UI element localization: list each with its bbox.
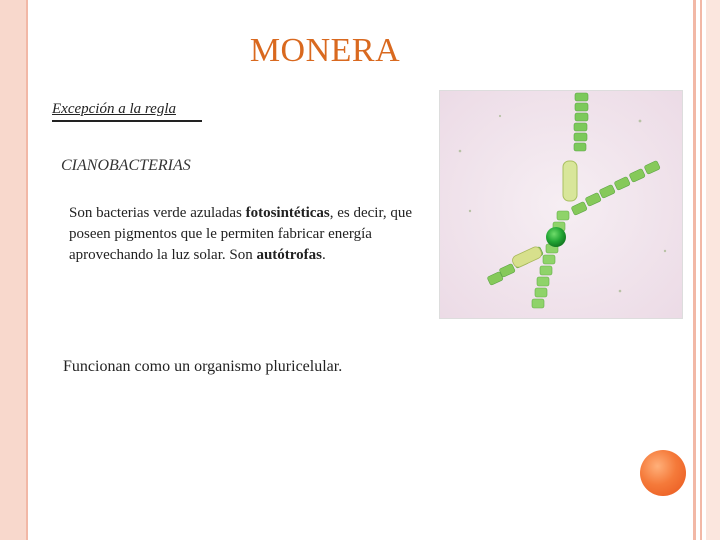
cyanobacteria-illustration [440, 91, 682, 318]
section-heading: CIANOBACTERIAS [61, 157, 191, 174]
note-text: Funcionan como un organismo pluricelular. [63, 358, 343, 375]
paragraph-text-3: . [322, 247, 326, 263]
paragraph-text-2: , es decir, que poseen pigmentos que le permiten fabricar energía aprovechando la luz solar. Son [69, 205, 413, 263]
paragraph-text-1: Son bacterias verde azuladas [69, 205, 246, 221]
description-paragraph [69, 203, 414, 266]
decorative-orb [640, 450, 686, 496]
subtitle-underline [52, 120, 202, 122]
right-border-line [693, 0, 696, 540]
slide-title: MONERA [249, 32, 401, 69]
bold-term-fotosinteticas: fotosintéticas [245, 205, 330, 221]
cyanobacteria-photo [439, 90, 683, 319]
right-border-line-2 [700, 0, 702, 540]
left-decorative-border [0, 0, 28, 540]
bold-term-autotrofas: autótrofas [256, 247, 323, 263]
right-border-band [706, 0, 720, 540]
slide-subtitle: Excepción a la regla [52, 101, 176, 117]
